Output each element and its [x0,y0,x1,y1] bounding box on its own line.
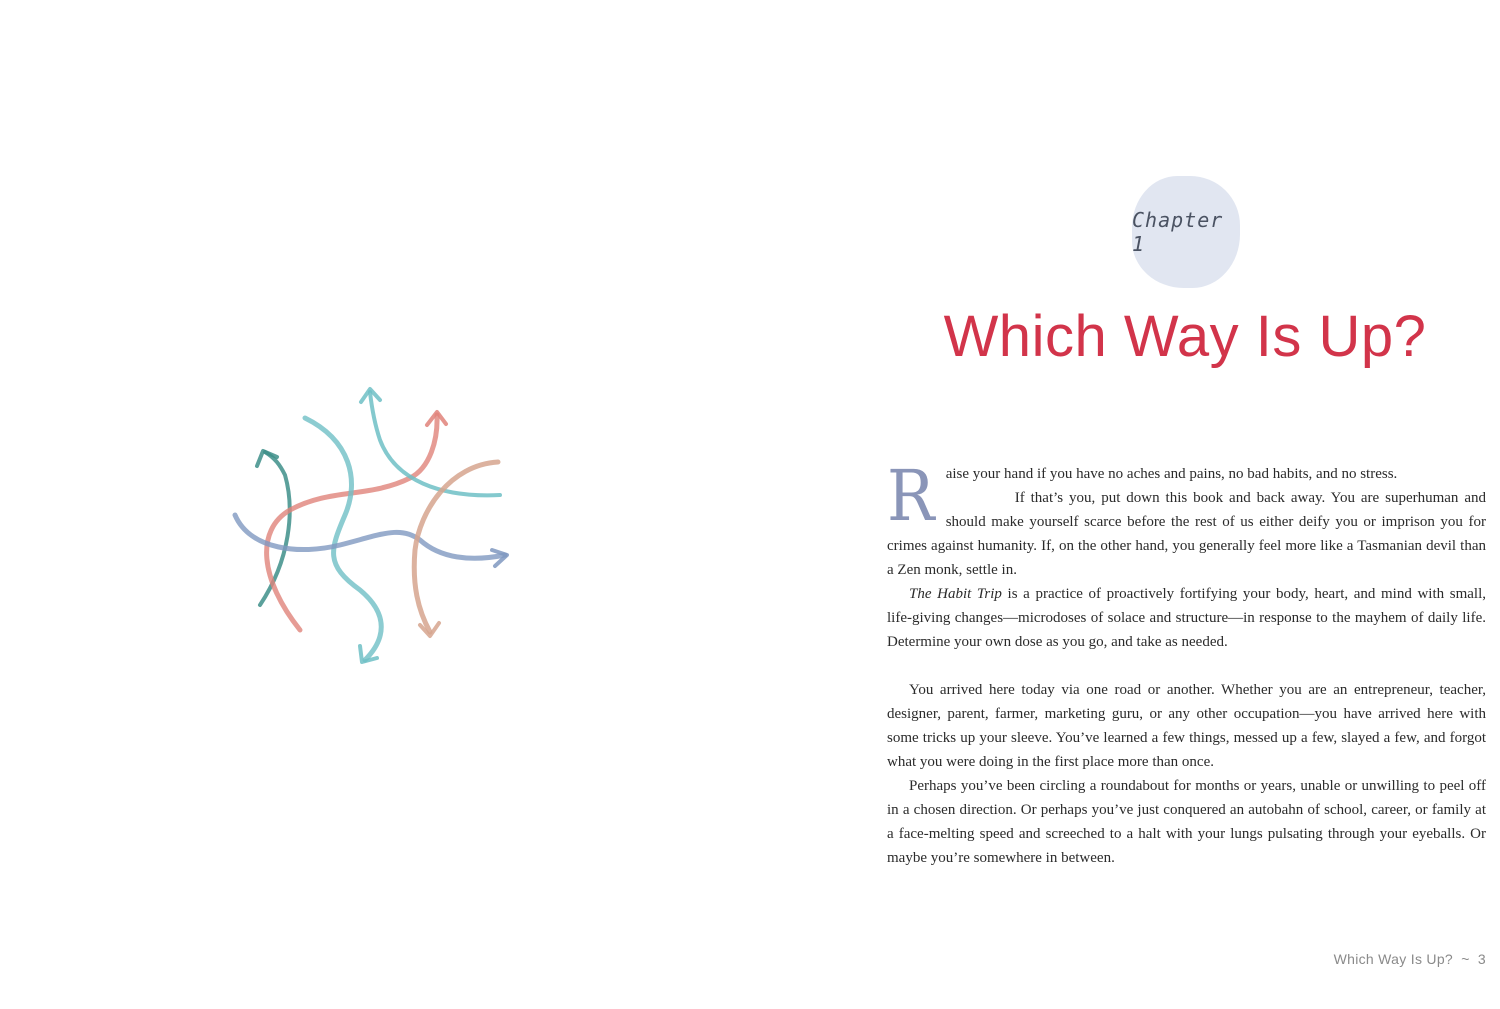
opening-text: aise your hand if you have no aches and pains, no bad habits, and no stress. [945,466,1398,482]
paragraph-3 [887,582,1486,654]
footer-separator: ~ [1461,951,1470,967]
chapter-badge [1132,176,1240,288]
paragraph-5: Perhaps you’ve been circling a roundabout for months or years, unable or unwilling to peel off in a chosen direction. Or perhaps you’ve just conquered an autobahn of school, career, or family at a face-melting speed and screeched to a halt with your lungs pulsating through your eyeballs. Or maybe you’re somewhere in between. [887,778,1486,866]
chapter-title: Which Way Is Up? [943,304,1427,369]
drop-cap: R [887,455,935,537]
dark-teal-arrow [260,452,290,605]
tangled-arrows-illustration [220,380,520,680]
chapter-body [887,455,1487,870]
page-number: 3 [1477,951,1486,967]
book-title-italic: The Habit Trip [909,586,1002,602]
paragraph-4: You arrived here today via one road or another. Whether you are an entrepreneur, teacher, designer, parent, farmer, marketing guru, or any other occupation—you have arrived here with some tricks up your sleeve. You’ve learned a few things, messed up a few, slayed a few, and forgot what you were doing in the first place more than once. [887,682,1486,770]
paragraph-3-text: is a practice of proactively fortifying your body, heart, and mind with small, life-giving changes—microdoses of solace and structure—in response to the mayhem of daily life. Determine your own dose as you go, and take as needed. [887,586,1487,650]
running-head: Which Way Is Up? [1333,951,1454,967]
page-footer [1330,951,1486,967]
paragraph-2: If that’s you, put down this book and back away. You are superhuman and should make yourself scarce before the rest of us either deify you or imprison you for crimes against humanity. If, on the other hand, you generally feel more like a Tasmanian devil than a Zen monk, settle in. [887,490,1486,578]
coral-arrow [267,415,437,630]
chapter-label: Chapter 1 [1132,208,1224,256]
section-gap [887,654,1486,678]
